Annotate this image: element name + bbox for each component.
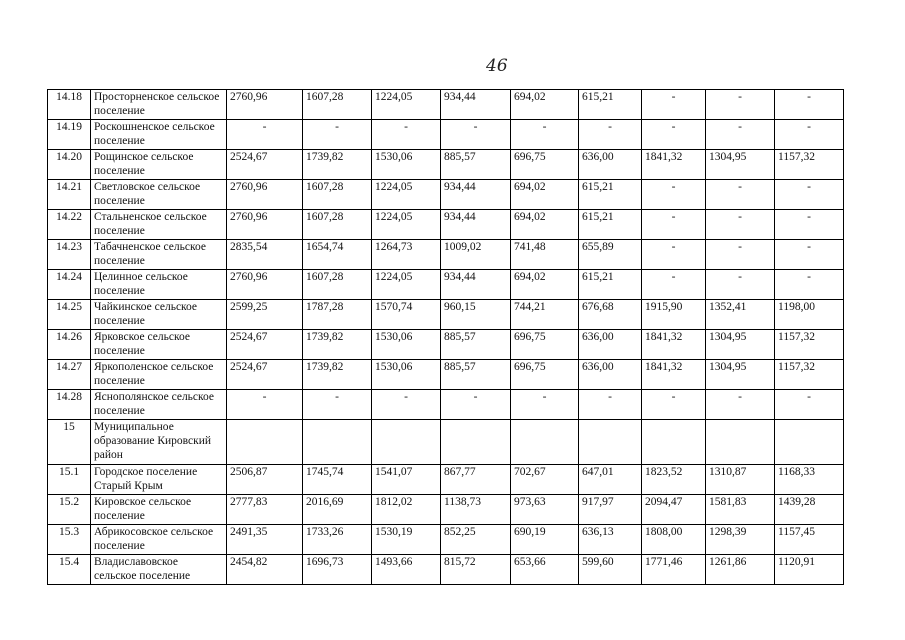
- value-cell: 1168,33: [775, 465, 844, 495]
- value-cell: 917,97: [579, 495, 642, 525]
- value-cell: -: [706, 240, 775, 270]
- table-row: [48, 240, 844, 270]
- table-body: [48, 90, 844, 585]
- value-cell: 1224,05: [372, 270, 441, 300]
- value-cell: [511, 420, 579, 465]
- value-cell: 599,60: [579, 555, 642, 585]
- value-cell: 1310,87: [706, 465, 775, 495]
- value-cell: [706, 420, 775, 465]
- settlement-name: Кировское сельское поселение: [91, 495, 227, 525]
- value-cell: 744,21: [511, 300, 579, 330]
- value-cell: 1841,32: [642, 360, 706, 390]
- value-cell: -: [706, 180, 775, 210]
- table-row: [48, 150, 844, 180]
- table-row: [48, 390, 844, 420]
- value-cell: 1157,32: [775, 150, 844, 180]
- row-number: 15.2: [48, 495, 91, 525]
- settlement-name: Яснополянское сельское поселение: [91, 390, 227, 420]
- value-cell: 2760,96: [227, 270, 303, 300]
- value-cell: 2491,35: [227, 525, 303, 555]
- value-cell: 934,44: [441, 210, 511, 240]
- value-cell: -: [642, 210, 706, 240]
- value-cell: 2599,25: [227, 300, 303, 330]
- value-cell: 1157,32: [775, 360, 844, 390]
- value-cell: -: [706, 90, 775, 120]
- value-cell: -: [372, 120, 441, 150]
- value-cell: 885,57: [441, 330, 511, 360]
- value-cell: [372, 420, 441, 465]
- value-cell: -: [372, 390, 441, 420]
- value-cell: 1009,02: [441, 240, 511, 270]
- value-cell: 1198,00: [775, 300, 844, 330]
- value-cell: 1304,95: [706, 330, 775, 360]
- value-cell: 934,44: [441, 90, 511, 120]
- value-cell: 653,66: [511, 555, 579, 585]
- row-number: 14.23: [48, 240, 91, 270]
- value-cell: 694,02: [511, 210, 579, 240]
- settlement-name: Целинное сельское поселение: [91, 270, 227, 300]
- value-cell: 2094,47: [642, 495, 706, 525]
- table-row: [48, 210, 844, 240]
- value-cell: -: [775, 120, 844, 150]
- value-cell: 1224,05: [372, 210, 441, 240]
- value-cell: 815,72: [441, 555, 511, 585]
- settlement-name: Просторненское сельское поселение: [91, 90, 227, 120]
- value-cell: 960,15: [441, 300, 511, 330]
- value-cell: 1915,90: [642, 300, 706, 330]
- settlement-name: Муниципальное образование Кировский район: [91, 420, 227, 465]
- row-number: 15: [48, 420, 91, 465]
- value-cell: 1157,32: [775, 330, 844, 360]
- value-cell: 694,02: [511, 90, 579, 120]
- value-cell: 1607,28: [303, 90, 372, 120]
- value-cell: 615,21: [579, 270, 642, 300]
- value-cell: 1607,28: [303, 180, 372, 210]
- row-number: 14.21: [48, 180, 91, 210]
- value-cell: -: [706, 120, 775, 150]
- value-cell: 647,01: [579, 465, 642, 495]
- value-cell: 696,75: [511, 330, 579, 360]
- value-cell: 2760,96: [227, 180, 303, 210]
- value-cell: 1530,06: [372, 330, 441, 360]
- row-number: 14.18: [48, 90, 91, 120]
- value-cell: 2016,69: [303, 495, 372, 525]
- row-number: 14.20: [48, 150, 91, 180]
- value-cell: 615,21: [579, 210, 642, 240]
- value-cell: [579, 420, 642, 465]
- value-cell: [642, 420, 706, 465]
- value-cell: 1771,46: [642, 555, 706, 585]
- value-cell: 2454,82: [227, 555, 303, 585]
- table-row: [48, 495, 844, 525]
- value-cell: -: [775, 90, 844, 120]
- row-number: 15.4: [48, 555, 91, 585]
- value-cell: 2835,54: [227, 240, 303, 270]
- value-cell: 2760,96: [227, 210, 303, 240]
- row-number: 14.25: [48, 300, 91, 330]
- value-cell: 1733,26: [303, 525, 372, 555]
- value-cell: 1224,05: [372, 180, 441, 210]
- value-cell: -: [706, 270, 775, 300]
- settlement-name: Чайкинское сельское поселение: [91, 300, 227, 330]
- row-number: 14.19: [48, 120, 91, 150]
- table-row: [48, 90, 844, 120]
- tariff-table: [47, 89, 844, 585]
- value-cell: 1823,52: [642, 465, 706, 495]
- value-cell: 885,57: [441, 150, 511, 180]
- value-cell: -: [642, 90, 706, 120]
- value-cell: [303, 420, 372, 465]
- value-cell: 1739,82: [303, 360, 372, 390]
- value-cell: 1841,32: [642, 330, 706, 360]
- settlement-name: Городское поселение Старый Крым: [91, 465, 227, 495]
- value-cell: 1530,06: [372, 360, 441, 390]
- value-cell: 696,75: [511, 150, 579, 180]
- table-row: [48, 360, 844, 390]
- value-cell: 1157,45: [775, 525, 844, 555]
- value-cell: 1745,74: [303, 465, 372, 495]
- value-cell: 2760,96: [227, 90, 303, 120]
- value-cell: -: [775, 180, 844, 210]
- value-cell: 1120,91: [775, 555, 844, 585]
- table-row: [48, 465, 844, 495]
- value-cell: 1530,19: [372, 525, 441, 555]
- value-cell: 1739,82: [303, 150, 372, 180]
- value-cell: 934,44: [441, 180, 511, 210]
- value-cell: 852,25: [441, 525, 511, 555]
- value-cell: 676,68: [579, 300, 642, 330]
- table-row: [48, 555, 844, 585]
- value-cell: -: [227, 120, 303, 150]
- value-cell: -: [303, 390, 372, 420]
- value-cell: -: [227, 390, 303, 420]
- value-cell: 867,77: [441, 465, 511, 495]
- value-cell: 2777,83: [227, 495, 303, 525]
- value-cell: 694,02: [511, 180, 579, 210]
- settlement-name: Ярковское сельское поселение: [91, 330, 227, 360]
- value-cell: -: [441, 120, 511, 150]
- value-cell: -: [511, 120, 579, 150]
- value-cell: 1439,28: [775, 495, 844, 525]
- row-number: 14.24: [48, 270, 91, 300]
- value-cell: 636,00: [579, 150, 642, 180]
- row-number: 15.3: [48, 525, 91, 555]
- value-cell: 1304,95: [706, 360, 775, 390]
- value-cell: -: [642, 120, 706, 150]
- value-cell: 636,00: [579, 330, 642, 360]
- table-row: [48, 270, 844, 300]
- settlement-name: Роскошненское сельское поселение: [91, 120, 227, 150]
- value-cell: -: [775, 270, 844, 300]
- value-cell: 1352,41: [706, 300, 775, 330]
- value-cell: 1570,74: [372, 300, 441, 330]
- value-cell: -: [579, 390, 642, 420]
- value-cell: 1581,83: [706, 495, 775, 525]
- value-cell: -: [642, 270, 706, 300]
- table-row: [48, 300, 844, 330]
- value-cell: -: [441, 390, 511, 420]
- settlement-name: Абрикосовское сельское поселение: [91, 525, 227, 555]
- settlement-name: Табачненское сельское поселение: [91, 240, 227, 270]
- value-cell: 1739,82: [303, 330, 372, 360]
- value-cell: -: [642, 240, 706, 270]
- value-cell: 1224,05: [372, 90, 441, 120]
- value-cell: 1541,07: [372, 465, 441, 495]
- value-cell: -: [775, 390, 844, 420]
- value-cell: [227, 420, 303, 465]
- value-cell: 1264,73: [372, 240, 441, 270]
- table-row: [48, 180, 844, 210]
- value-cell: 1696,73: [303, 555, 372, 585]
- value-cell: 615,21: [579, 180, 642, 210]
- settlement-name: Рощинское сельское поселение: [91, 150, 227, 180]
- value-cell: 1138,73: [441, 495, 511, 525]
- value-cell: -: [775, 240, 844, 270]
- value-cell: 1841,32: [642, 150, 706, 180]
- value-cell: 1493,66: [372, 555, 441, 585]
- value-cell: 690,19: [511, 525, 579, 555]
- value-cell: 694,02: [511, 270, 579, 300]
- value-cell: 1298,39: [706, 525, 775, 555]
- value-cell: 885,57: [441, 360, 511, 390]
- row-number: 14.22: [48, 210, 91, 240]
- value-cell: 702,67: [511, 465, 579, 495]
- value-cell: 934,44: [441, 270, 511, 300]
- value-cell: 1787,28: [303, 300, 372, 330]
- value-cell: -: [511, 390, 579, 420]
- value-cell: -: [775, 210, 844, 240]
- value-cell: 636,13: [579, 525, 642, 555]
- value-cell: 636,00: [579, 360, 642, 390]
- table-row: [48, 525, 844, 555]
- value-cell: 2524,67: [227, 150, 303, 180]
- value-cell: 2524,67: [227, 360, 303, 390]
- value-cell: 1607,28: [303, 210, 372, 240]
- table-row: [48, 120, 844, 150]
- value-cell: -: [706, 390, 775, 420]
- value-cell: 1304,95: [706, 150, 775, 180]
- value-cell: 655,89: [579, 240, 642, 270]
- value-cell: 696,75: [511, 360, 579, 390]
- value-cell: 741,48: [511, 240, 579, 270]
- row-number: 15.1: [48, 465, 91, 495]
- value-cell: [775, 420, 844, 465]
- value-cell: -: [706, 210, 775, 240]
- settlement-name: Владиславовское сельское поселение: [91, 555, 227, 585]
- row-number: 14.26: [48, 330, 91, 360]
- row-number: 14.27: [48, 360, 91, 390]
- value-cell: 615,21: [579, 90, 642, 120]
- value-cell: 2524,67: [227, 330, 303, 360]
- row-number: 14.28: [48, 390, 91, 420]
- value-cell: 1261,86: [706, 555, 775, 585]
- value-cell: 2506,87: [227, 465, 303, 495]
- page-number: 46: [486, 56, 508, 76]
- value-cell: [441, 420, 511, 465]
- value-cell: 1654,74: [303, 240, 372, 270]
- value-cell: 1812,02: [372, 495, 441, 525]
- value-cell: -: [642, 180, 706, 210]
- value-cell: 1808,00: [642, 525, 706, 555]
- value-cell: 1607,28: [303, 270, 372, 300]
- value-cell: 973,63: [511, 495, 579, 525]
- settlement-name: Стальненское сельское поселение: [91, 210, 227, 240]
- value-cell: 1530,06: [372, 150, 441, 180]
- settlement-name: Светловское сельское поселение: [91, 180, 227, 210]
- table-row: [48, 330, 844, 360]
- value-cell: -: [303, 120, 372, 150]
- value-cell: -: [579, 120, 642, 150]
- settlement-name: Яркополенское сельское поселение: [91, 360, 227, 390]
- table-row: [48, 420, 844, 465]
- value-cell: -: [642, 390, 706, 420]
